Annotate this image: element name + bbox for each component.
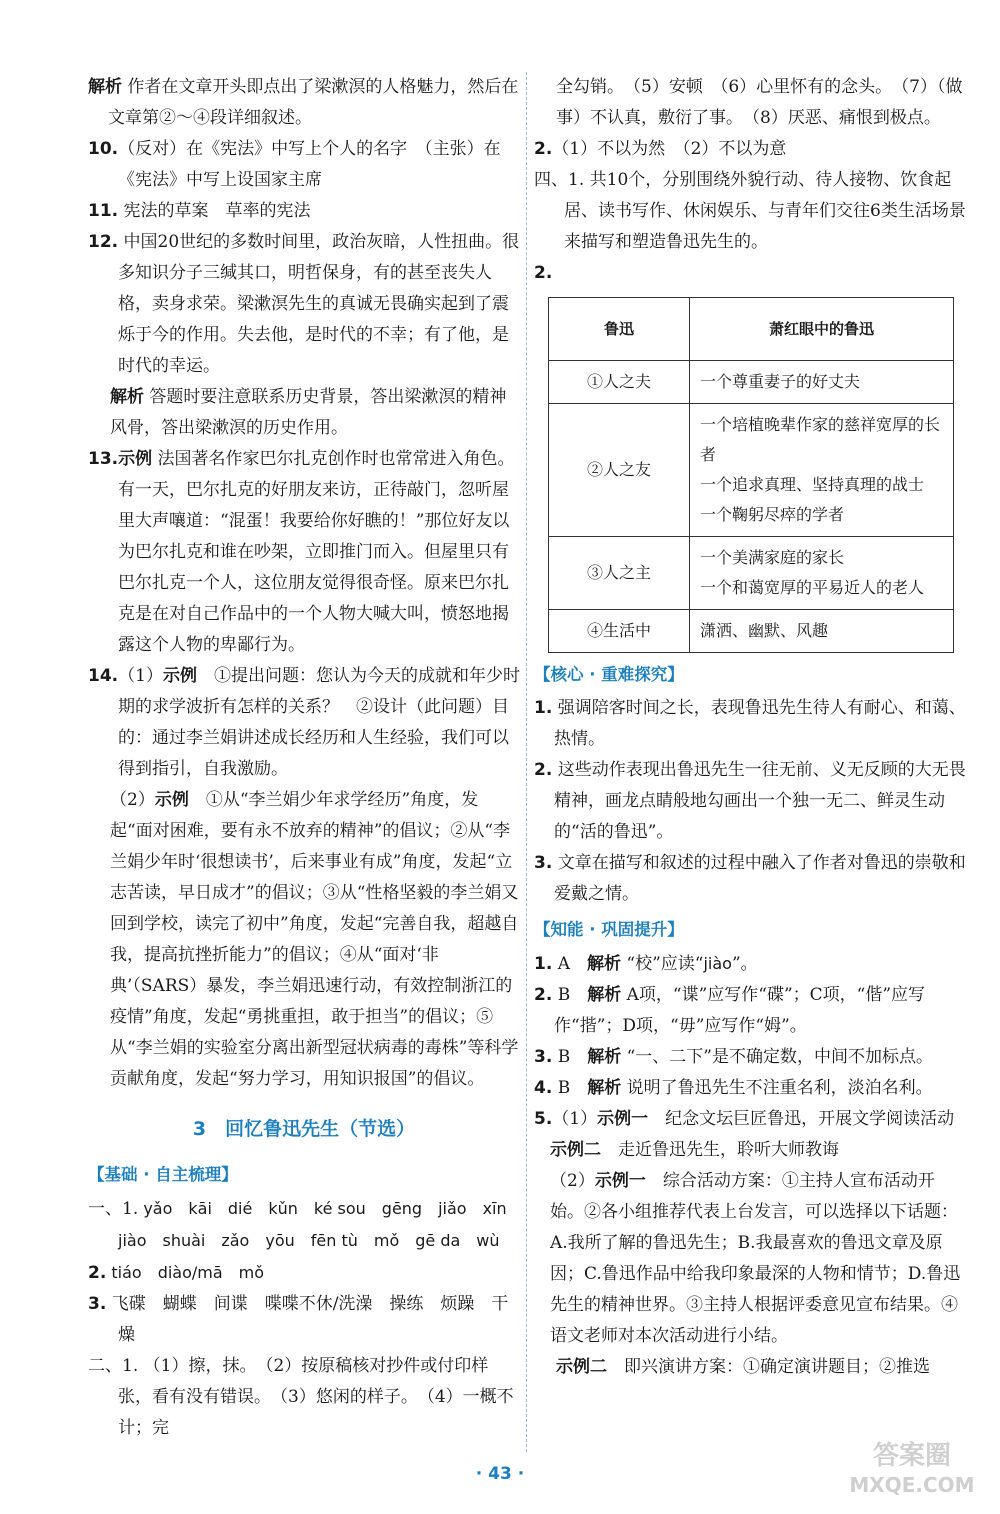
- answer-line: [534, 1166, 968, 1352]
- lu-xun-table: [548, 297, 954, 653]
- answer-label: 示例一: [594, 1171, 646, 1191]
- answer-text: ”。: [731, 954, 758, 974]
- answer-label: 11.: [88, 201, 119, 221]
- answer-label: 14.: [88, 666, 119, 686]
- answer-line: [534, 72, 968, 134]
- answer-label: 解析: [88, 77, 122, 97]
- answer-text: （1）: [118, 666, 163, 686]
- answer-label: 2.: [88, 1263, 107, 1283]
- answer-label: 解析: [587, 1078, 622, 1098]
- answer-text: 全勾销。 （5）安顿 （6）心里怀有的念头。 （7）（做事）不认真，敷衍了事。 （8）厌恶、痛恨到极点。: [556, 77, 963, 128]
- answer-line: [88, 227, 520, 382]
- answer-text: B: [552, 1078, 588, 1098]
- answer-label: 2.: [534, 760, 553, 780]
- answer-label: 示例: [162, 666, 197, 686]
- table-cell-line: 一个尊重妻子的好丈夫: [700, 372, 861, 391]
- answer-line: [88, 382, 520, 444]
- answer-text: （1）不以为然 （2）不以为意: [552, 139, 787, 159]
- table-row: [549, 610, 954, 653]
- table-cell-role: ①人之夫: [549, 361, 690, 404]
- pinyin-text: yǎo kāi dié kǔn ké sou gēng jiǎo xīn jiào shuài zǎo yōu fēn tù mǒ gē da wù: [118, 1199, 523, 1250]
- table-cell-line: 一个和蔼宽厚的平易近人的老人: [700, 578, 925, 597]
- answer-label: 4.: [534, 1078, 553, 1098]
- answer-text: 走近鲁迅先生，聆听大师教诲: [601, 1140, 839, 1160]
- answer-text: 答题时要注意联系历史背景，答出梁漱溟的精神风骨，答出梁漱溟的历史作用。: [110, 387, 507, 438]
- answer-label: 2.: [534, 139, 553, 159]
- answer-text: 飞碟 蝴蝶 间谍 喋喋不休/洗澡 操练 烦躁 干燥: [106, 1294, 509, 1345]
- answer-line: [534, 848, 968, 910]
- answer-label: 12.: [88, 232, 119, 252]
- table-cell-line: 潇洒、幽默、风趣: [700, 621, 829, 640]
- answer-text: ①提出问题：您认为今天的成就和年少时期的求学波折有怎样的关系？ ②设计（此问题）目的：通过李兰娟讲述成长经历和人生经验，我们可以得到指引，自我激励。: [118, 666, 520, 779]
- answer-label: 13.: [88, 449, 119, 469]
- table-cell-description: [690, 537, 954, 610]
- answer-line: [534, 693, 968, 755]
- answer-line: [88, 785, 520, 1095]
- answer-line: [534, 1042, 968, 1073]
- answer-text: （2）: [110, 790, 155, 810]
- answer-line: [88, 444, 520, 661]
- answer-label: 2.: [534, 985, 553, 1005]
- answer-line: [88, 661, 520, 785]
- answer-line: [88, 1257, 520, 1289]
- skill-answers: [534, 948, 968, 1383]
- answer-label: 示例二: [550, 1140, 601, 1160]
- answer-line: [534, 755, 968, 848]
- left-answers: [88, 72, 520, 1095]
- table-row: [549, 404, 954, 537]
- answer-text: B: [552, 1047, 588, 1067]
- answer-line: [88, 134, 520, 196]
- answer-text: （1）: [552, 1109, 598, 1129]
- answer-line: [534, 1352, 968, 1383]
- answer-text: 四、1. 共10个，分别围绕外貌行动、待人接物、饮食起居、读书写作、休闲娱乐、与青年们交往6类生活场景来描写和塑造鲁迅先生的。: [534, 170, 966, 252]
- answer-line: [88, 196, 520, 227]
- table-cell-role: ③人之主: [549, 537, 690, 610]
- left-column: [88, 72, 523, 1444]
- answer-label: 10.: [88, 139, 119, 159]
- table-header-xiaohong: 萧红眼中的鲁迅: [690, 298, 954, 361]
- answer-line: [534, 258, 968, 289]
- answer-text: 法国著名作家巴尔扎克创作时也常常进入角色。有一天，巴尔扎克的好朋友来访，正待敲门，忽听屋里大声嚷道：“混蛋！我要给你好瞧的！”那位好友以为巴尔扎克和谁在吵架，立即推门而入。但屋里只有巴尔扎克一个人，这位朋友觉得很奇怪。原来巴尔扎克是在对自己作品中的一个人物大喊大叫，愤怒地揭露这个人物的卑鄙行为。: [118, 449, 515, 655]
- core-answers: [534, 693, 968, 910]
- answer-line: [534, 948, 968, 980]
- answer-label: 1.: [534, 954, 553, 974]
- section-basic-heading: 【基础 · 自主梳理】: [88, 1165, 238, 1184]
- answer-line: [88, 72, 520, 134]
- answer-label: 示例: [154, 790, 189, 810]
- answer-label: 1.: [534, 698, 553, 718]
- answer-text: 即兴演讲方案：①确定演讲题目；②推选: [607, 1357, 930, 1377]
- table-row: [549, 537, 954, 610]
- answer-text: 中国20世纪的多数时间里，政治灰暗，人性扭曲。很多知识分子三缄其口，明哲保身，有的甚至丧失人格，卖身求荣。梁漱溟先生的真诚无畏确实起到了震烁于今的作用。失去他，是时代的不幸；有了他，是时代的幸运。: [118, 232, 520, 376]
- table-header-luxun: 鲁迅: [549, 298, 690, 361]
- right-answers-top: [534, 72, 968, 289]
- table-cell-line: 一个培植晚辈作家的慈祥宽厚的长者: [700, 415, 941, 464]
- answer-line: [534, 1104, 968, 1135]
- answer-line: [88, 1193, 523, 1257]
- answer-text: “校”应读“: [620, 954, 704, 974]
- answer-label: 3.: [88, 1294, 107, 1314]
- column-divider: [526, 72, 527, 1452]
- table-cell-description: [690, 361, 954, 404]
- answer-text: ①从“李兰娟少年求学经历”角度，发起“面对困难，要有永不放弃的精神”的倡议；②从“李兰娟少年时‘很想读书’，后来事业有成”角度，发起“立志苦读，早日成才”的倡议；③从“性格坚毅的李兰娟又回到学校，读完了初中”角度，发起“完善自我，超越自我，提高抗挫折能力”的倡议；④从“面对‘非典’（SARS）暴发，李兰娟迅速行动，有效控制浙江的疫情”角度，发起“勇挑重担，敢于担当”的倡议；⑤从“李兰娟的实验室分离出新型冠状病毒的毒株”等科学贡献角度，发起“努力学习，用知识报国”的倡议。: [110, 790, 519, 1089]
- answer-text: （反对）在《宪法》中写上个人的名字 （主张）在《宪法》中写上设国家主席: [118, 139, 501, 190]
- right-column: [534, 72, 968, 1383]
- table-cell-description: [690, 610, 954, 653]
- answer-label: 示例二: [556, 1357, 607, 1377]
- answer-line: [88, 1351, 520, 1444]
- answer-text: 这些动作表现出鲁迅先生一往无前、义无反顾的大无畏精神，画龙点睛般地勾画出一个独一无二、鲜灵生动的“活的鲁迅”。: [552, 760, 966, 842]
- answer-text: 二、1. （1）擦，抹。 （2）按原稿核对抄件或付印样张，看有没有错误。 （3）悠闲的样子。 （4）一概不计；完: [88, 1356, 514, 1438]
- watermark-line2: MXQE.COM: [849, 1473, 975, 1497]
- answer-text: 说明了鲁迅先生不注重名利，淡泊名利。: [621, 1078, 933, 1098]
- answer-line: [534, 1073, 968, 1104]
- answer-label: 示例: [118, 449, 153, 469]
- answer-label: 解析: [587, 1047, 622, 1067]
- pinyin-text: tiáo diào/mā mǒ: [106, 1263, 265, 1282]
- answer-label: 解析: [586, 954, 621, 974]
- answer-text: 一、1.: [88, 1199, 139, 1219]
- answer-label: 解析: [110, 387, 144, 407]
- answer-line: [534, 165, 968, 258]
- answer-label: 3.: [534, 853, 553, 873]
- answer-text: 综合活动方案：①主持人宣布活动开始。②各小组推荐代表上台发言，可以选择以下话题：A.我所了解的鲁迅先生；B.我最喜欢的鲁迅文章及原因；C.鲁迅作品中给我印象最深的人物和情节；D.鲁迅先生的精神世界。③主持人根据评委意见宣布结果。④语文老师对本次活动进行小结。: [550, 1171, 961, 1346]
- answer-text: 作者在文章开头即点出了梁漱溟的人格魅力，然后在文章第②～④段详细叙述。: [108, 77, 519, 128]
- answer-label: 示例一: [597, 1109, 649, 1129]
- watermark-logo: [842, 1430, 982, 1502]
- answer-label: 解析: [587, 985, 622, 1005]
- table-cell-line: 一个美满家庭的家长: [700, 548, 845, 567]
- answer-label: 5.: [534, 1109, 553, 1129]
- lesson-title: 3 回忆鲁迅先生（节选）: [192, 1118, 416, 1140]
- answer-text: 文章在描写和叙述的过程中融入了作者对鲁迅的崇敬和爱戴之情。: [552, 853, 966, 904]
- table-row: [549, 361, 954, 404]
- answer-text: （2）: [550, 1171, 595, 1191]
- answer-line: [534, 980, 968, 1042]
- answer-text: 强调陪客时间之长，表现鲁迅先生待人有耐心、和蔼、热情。: [552, 698, 966, 749]
- table-cell-role: ④生活中: [549, 610, 690, 653]
- answer-text: “一、二下”是不确定数，中间不加标点。: [621, 1047, 933, 1067]
- answer-line: [88, 1289, 520, 1351]
- section-core-heading: 【核心 · 重难探究】: [534, 665, 684, 684]
- answer-text: B: [552, 985, 588, 1005]
- answer-text: 宪法的草案 草率的宪法: [118, 201, 311, 221]
- answer-line: [534, 134, 968, 165]
- section-skill-heading: 【知能 · 巩固提升】: [534, 920, 684, 939]
- answer-text: 纪念文坛巨匠鲁迅，开展文学阅读活动: [648, 1109, 955, 1129]
- answer-text: A项，“谍”应写作“碟”；C项，“偕”应写作“揩”；D项，“毋”应写作“姆”。: [554, 985, 926, 1036]
- answer-line: [534, 1135, 968, 1166]
- table-cell-line: 一个鞠躬尽瘁的学者: [700, 505, 845, 524]
- pinyin-text: jiào: [703, 954, 732, 973]
- basic-answers: [88, 1193, 523, 1444]
- table-cell-role: ②人之友: [549, 404, 690, 537]
- table-body: [549, 361, 954, 653]
- table-cell-description: [690, 404, 954, 537]
- table-cell-line: 一个追求真理、坚持真理的战士: [700, 475, 925, 494]
- answer-text: A: [552, 954, 587, 974]
- page-number: · 43 ·: [475, 1464, 525, 1484]
- answer-label: 3.: [534, 1047, 553, 1067]
- answer-label: 2.: [534, 263, 553, 283]
- watermark-line1: 答案圈: [872, 1441, 952, 1471]
